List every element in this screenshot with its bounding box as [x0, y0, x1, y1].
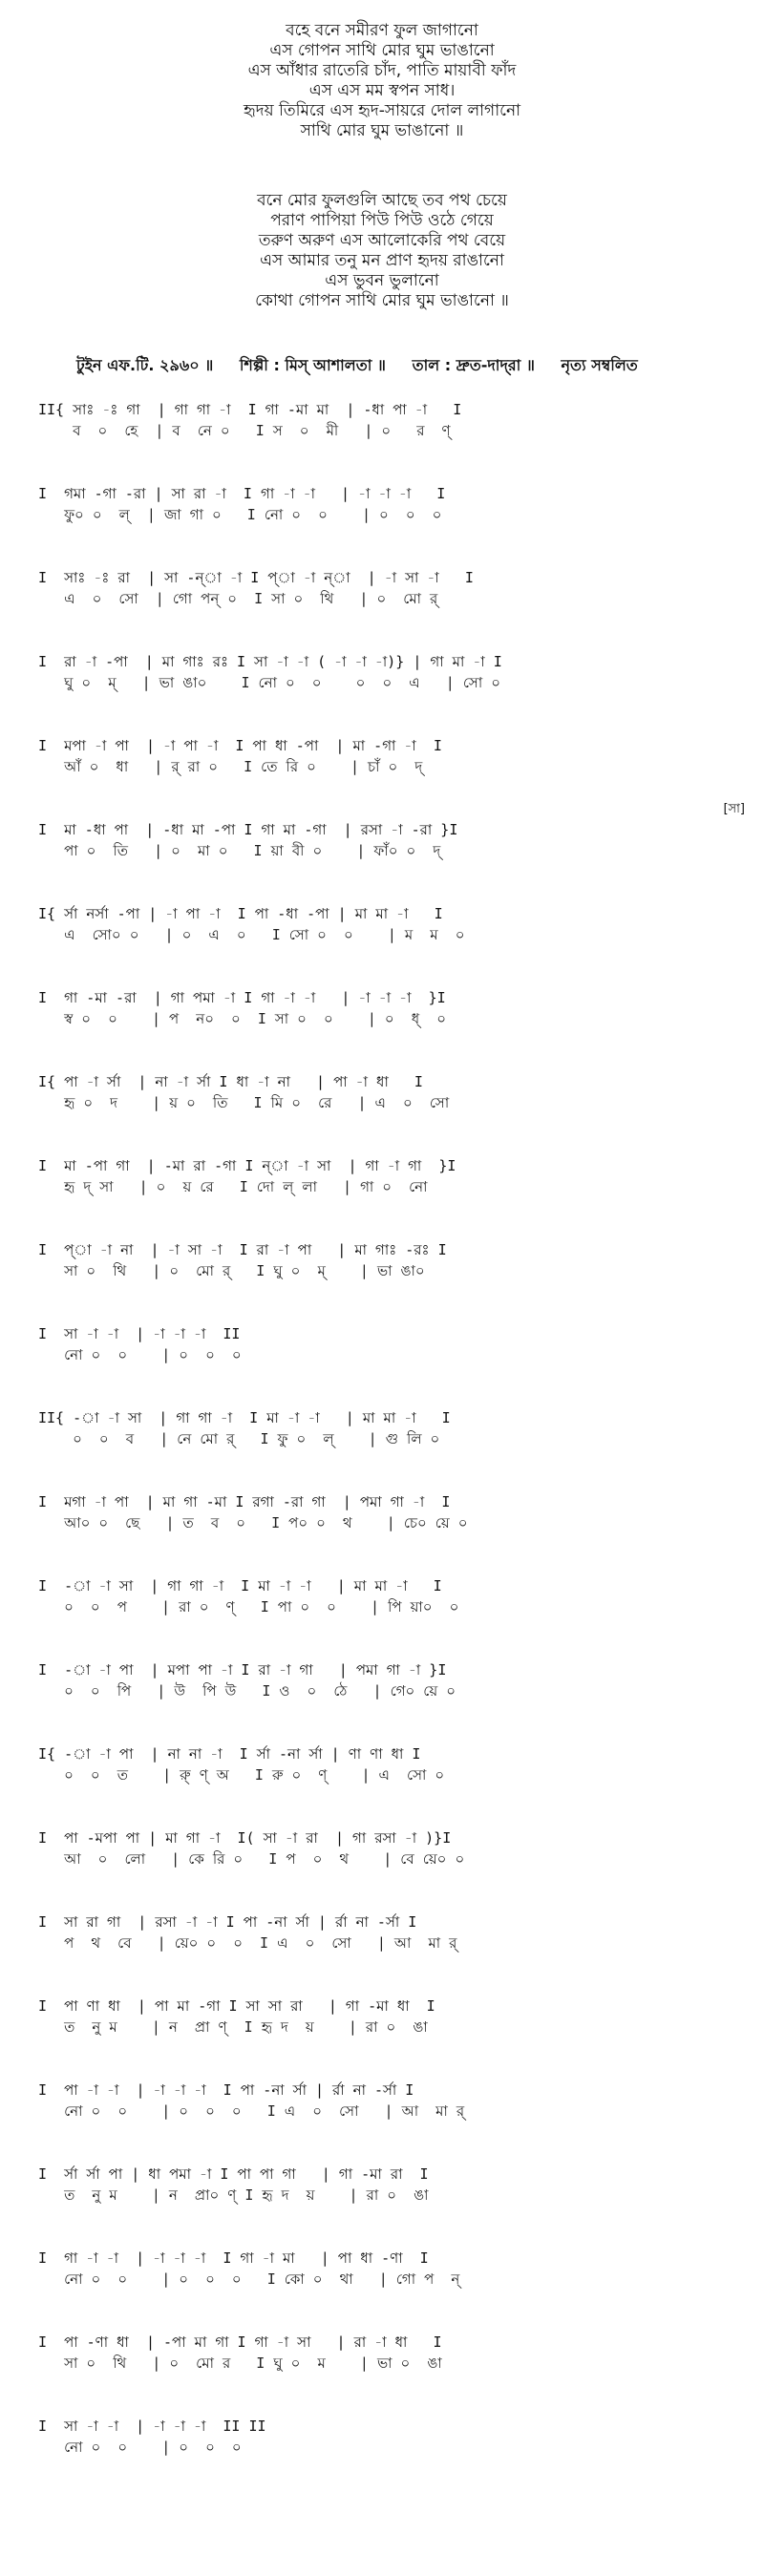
notation-block: [38, 2332, 745, 2416]
syllable-row: নো ০ ০ | ০ ০ ০: [38, 2439, 242, 2456]
swara-row: I সা রা গা | রসা -া -া I পা -না র্সা | র্রা না -র্সা I: [38, 1913, 417, 1931]
syllable-row: নো ০ ০ | ০ ০ ০ I কো ০ থা | গো প ন্: [38, 2270, 460, 2288]
notation-block: [38, 483, 745, 567]
lyric-line: বনে মোর ফুলগুলি আছে তব পথ চেয়ে: [257, 191, 507, 210]
lyric-line: এস গোপন সাথি মোর ঘুম ভাঙানো: [269, 41, 495, 60]
swara-row: I সাঃ -ঃ রা | সা -ন্া -া I প্া -া ন্া | -া সা -া I: [38, 569, 474, 586]
lyric-line: পরাণ পাপিয়া পিউ পিউ ওঠে গেয়ে: [270, 211, 494, 230]
swara-row: I রা -া -পা | মা গাঃ রঃ I সা -া -া ( -া -া -া)} | গা মা -া I: [38, 653, 502, 670]
swara-row: II{ সাঃ -ঃ গা | গা গা -া I গা -মা মা | -ধা পা -া I: [38, 401, 462, 418]
swara-row: I -া -া পা | মপা পা -া I রা -া গা | পমা গা -া }I: [38, 1661, 447, 1679]
syllable-row: ০ ০ ত | রু্ ণ্ অ I রু ০ ণ্ | এ সো ০: [38, 1766, 445, 1784]
notation-block: [38, 1407, 745, 1491]
syllable-row: আ০ ০ ছে | ত ব ০ I প০ ০ থ | চে০ য়ে ০: [38, 1514, 468, 1531]
swara-row: I মপা -া পা | -া পা -া I পা ধা -পা | মা -গা -া I: [38, 737, 442, 754]
swara-row: I গা -মা -রা | গা পমা -া I গা -া -া | -া -া -া }I: [38, 989, 446, 1006]
syllable-row: ফু০ ০ ল্ | জা গা ০ I নো ০ ০ | ০ ০ ০: [38, 506, 442, 523]
notation-block: [38, 2164, 745, 2248]
swara-row: I প্া -া না | -া সা -া I রা -া পা | মা গাঃ -রঃ I: [38, 1241, 447, 1258]
notation-block: [38, 903, 745, 987]
swara-row: I{ -া -া পা | না না -া I র্সা -না র্সা | ণা ণা ধা I: [38, 1745, 421, 1763]
syllable-row: পা ০ তি | ০ মা ০ I য়া বী ০ | ফাঁ০ ০ দ্: [38, 842, 441, 859]
notation-block: [38, 2416, 745, 2500]
notation-block: [38, 1911, 745, 1995]
notation-block: [38, 1743, 745, 1827]
swara-row: I{ পা -া র্সা | না -া র্সা I ধা -া না | পা -া ধা I: [38, 1073, 423, 1090]
notation-block: [38, 1995, 745, 2080]
swara-row: I মা -পা গা | -মা রা -গা I ন্া -া সা | গা -া গা }I: [38, 1157, 456, 1174]
syllable-row: হৃ ০ দ | য় ০ তি I মি ০ রে | এ ০ সো: [38, 1094, 450, 1111]
record-number: টুইন এফ.টি. ২৯৬০ ॥: [76, 356, 214, 374]
swara-row: I মা -ধা পা | -ধা মা -পা I গা মা -গা | রসা -া -রা }I: [38, 821, 458, 838]
swara-row: I সা -া -া | -া -া -া II II: [38, 2418, 266, 2435]
song-metadata: [76, 353, 745, 379]
notation-block: [38, 1575, 745, 1659]
swara-row: I গমা -গা -রা | সা রা -া I গা -া -া | -া -া -া I: [38, 485, 446, 502]
notation-annotation: [সা]: [723, 802, 745, 816]
lyric-line: এস এস মম স্বপন সাধ।: [308, 81, 456, 100]
swara-row: II{ -া -া সা | গা গা -া I মা -া -া | মা মা -া I: [38, 1409, 451, 1426]
lyric-line: এস আমার তনু মন প্রাণ হৃদয় রাঙানো: [260, 251, 504, 270]
notation-block: [38, 1239, 745, 1323]
syllable-row: ০ ০ পি | উ পি উ I ও ০ ঠে | গে০ য়ে ০: [38, 1682, 456, 1700]
notation-block: [38, 1155, 745, 1239]
syllable-row: এ ০ সো | গো পন্ ০ I সা ০ থি | ০ মো র্: [38, 590, 438, 607]
syllable-row: আ ০ লো | কে রি ০ I প ০ থ | বে য়ে০ ০: [38, 1850, 465, 1868]
notation-block: [38, 987, 745, 1071]
syllable-row: ত নু ম | ন প্রা০ ণ্ I হৃ দ য় | রা ০ ঙা: [38, 2186, 429, 2204]
notation-block: [38, 1491, 745, 1575]
notation-block: [38, 567, 745, 651]
swara-row: I গা -া -া | -া -া -া I গা -া মা | পা ধা -ণা I: [38, 2249, 429, 2267]
swara-row: I সা -া -া | -া -া -া II: [38, 1325, 241, 1342]
notation-block: [38, 2080, 745, 2164]
notation-block: [38, 1659, 745, 1743]
syllable-row: নো ০ ০ | ০ ০ ০: [38, 1346, 242, 1363]
dance-note: নৃত্য সম্বলিত: [561, 356, 638, 374]
lyric-line: এস আঁধার রাতেরি চাঁদ, পাতি মায়াবী ফাঁদ: [247, 61, 517, 80]
notation-block: [38, 2248, 745, 2332]
lyric-line: এস ভুবন ভুলানো: [325, 271, 439, 290]
syllable-row: আঁ ০ ধা | র্ রা ০ I তে রি ০ | চাঁ ০ দ্: [38, 758, 423, 775]
notation-block: [38, 1323, 745, 1407]
syllable-row: সা ০ থি | ০ মো র্ I ঘু ০ ম্ | ভা ঙা০: [38, 1262, 425, 1279]
lyric-line: সাথি মোর ঘুম ভাঙানো ॥: [300, 121, 464, 140]
notation-block: [38, 735, 745, 819]
notation-block: [38, 651, 745, 735]
syllable-row: ০ ০ ব | নে মো র্ I ফু ০ ল্ | গু লি ০: [38, 1430, 440, 1447]
syllable-row: ব ০ হে | ব নে ০ I স ০ মী | ০ র ণ্: [38, 422, 451, 439]
syllable-row: সা ০ থি | ০ মো র I ঘু ০ ম | ভা ০ ঙা: [38, 2354, 442, 2372]
swaralipi-notation: [38, 399, 745, 2500]
artist-name: শিল্পী : মিস্ আশালতা ॥: [239, 356, 386, 374]
syllable-row: ঘু ০ ম্ | ভা ঙা০ I নো ০ ০ ০ ০ এ | সো ০: [38, 674, 500, 691]
syllable-row: স্ব ০ ০ | প ন০ ০ I সা ০ ০ | ০ ধ্ ০: [38, 1010, 446, 1027]
lyrics-stanza-2: [0, 191, 764, 311]
syllable-row: ০ ০ প | রা ০ ণ্ I পা ০ ০ | পি য়া০ ০: [38, 1598, 459, 1615]
syllable-row: প থ বে | য়ে০ ০ ০ I এ ০ সো | আ মা র্: [38, 1934, 457, 1952]
syllable-row: ত নু ম | ন প্রা ণ্ I হৃ দ য় | রা ০ ঙা: [38, 2018, 428, 2036]
lyric-line: বহে বনে সমীরণ ফুল জাগানো: [286, 21, 478, 40]
swara-row: I র্সা র্সা পা | ধা পমা -া I পা পা গা | গা -মা রা I: [38, 2165, 429, 2183]
notation-block: [38, 399, 745, 483]
notation-block: [38, 1827, 745, 1911]
swara-row: I মগা -া পা | মা গা -মা I রগা -রা গা | পমা গা -া I: [38, 1493, 451, 1510]
swara-row: I পা -ণা ধা | -পা মা গা I গা -া সা | রা -া ধা I: [38, 2333, 442, 2351]
lyrics-stanza-1: [0, 21, 764, 141]
lyric-line: কোথা গোপন সাথি মোর ঘুম ভাঙানো ॥: [255, 291, 509, 310]
notation-block: [38, 1071, 745, 1155]
lyric-line: হৃদয় তিমিরে এস হৃদ-সায়রে দোল লাগানো: [243, 101, 521, 120]
syllable-row: নো ০ ০ | ০ ০ ০ I এ ০ সো | আ মা র্: [38, 2102, 465, 2120]
swara-row: I পা -মপা পা | মা গা -া I( সা -া রা | গা রসা -া )}I: [38, 1829, 452, 1847]
swara-row: I{ র্সা নর্সা -পা | -া পা -া I পা -ধা -পা | মা মা -া I: [38, 905, 443, 922]
notation-block: [38, 802, 745, 903]
swara-row: I পা ণা ধা | পা মা -গা I সা সা রা | গা -মা ধা I: [38, 1997, 435, 2015]
swara-row: I পা -া -া | -া -া -া I পা -না র্সা | র্রা না -র্সা I: [38, 2081, 414, 2099]
lyric-line: তরুণ অরুণ এস আলোকেরি পথ বেয়ে: [258, 231, 506, 250]
tala-name: তাল : দ্রুত-দাদ্‌রা ॥: [412, 356, 535, 374]
syllable-row: এ সো০ ০ | ০ এ ০ I সো ০ ০ | ম ম ০: [38, 926, 465, 943]
swara-row: I -া -া সা | গা গা -া I মা -া -া | মা মা -া I: [38, 1577, 442, 1594]
syllable-row: হৃ দ্ সা | ০ য় রে I দো ল্ লা | গা ০ নো: [38, 1178, 428, 1195]
